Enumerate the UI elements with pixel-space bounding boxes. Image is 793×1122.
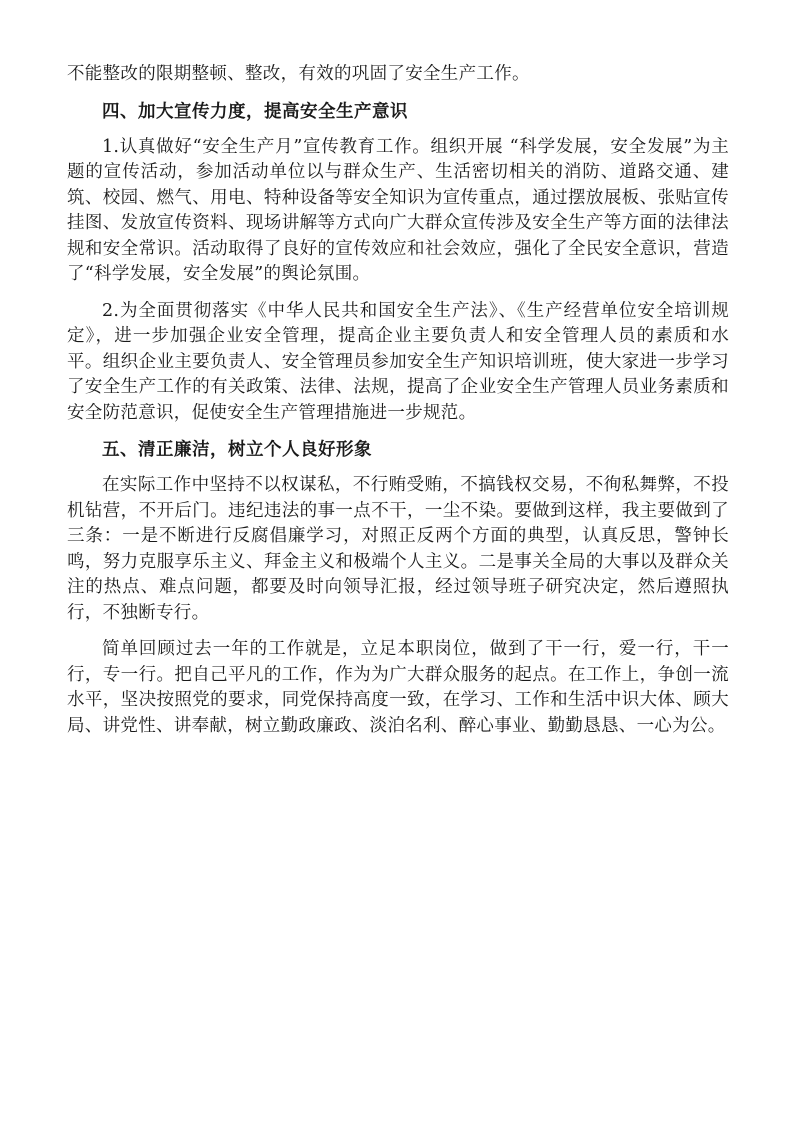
section-5-heading: 五、清正廉洁，树立个人良好形象 xyxy=(102,440,372,460)
section-5-body: 在实际工作中坚持不以权谋私，不行贿受贿，不搞钱权交易，不徇私舞弊，不投机钻营，不开后门。违纪违法的事一点不干，一尘不染。要做到这样，我主要做到了三条：一是不断进行反腐倡廉学习，对照正反两个方面的典型，认真反思，警钟长鸣，努力克服享乐主义、拜金主义和极端个人主义。二是事关全局的大事以及群众关注的热点、难点问题，都要及时向领导汇报，经过领导班子研究决定，然后遵照执行，不独断专行。 xyxy=(67,475,729,623)
paragraph-continuation: 不能整改的限期整顿、整改，有效的巩固了安全生产工作。 xyxy=(67,64,530,84)
section-4-heading: 四、加大宣传力度，提高安全生产意识 xyxy=(102,101,408,122)
section-4-item-2: 2.为全面贯彻落实《中华人民共和国安全生产法》、《生产经营单位安全培训规定》，进一步加强企业安全管理，提高企业主要负责人和安全管理人员的素质和水平。组织企业主要负责人、安全管理员参加安全生产知识培训班，使大家进一步学习了安全生产工作的有关政策、法律、法规，提高了企业安全生产管理人员业务素质和安全防范意识，促使安全生产管理措施进一步规范。 xyxy=(67,300,729,423)
conclusion-paragraph: 简单回顾过去一年的工作就是，立足本职岗位，做到了干一行，爱一行，干一行，专一行。把自己平凡的工作，作为为广大群众服务的起点。在工作上，争创一流水平，坚决按照党的要求，同党保持高度一致，在学习、工作和生活中识大体、顾大局、讲党性、讲奉献，树立勤政廉政、淡泊名利、醉心事业、勤勤恳恳、一心为公。 xyxy=(67,639,729,736)
section-4-item-1: 1.认真做好“安全生产月”宣传教育工作。组织开展 “科学发展，安全发展”为主题的宣传活动，参加活动单位以与群众生产、生活密切相关的消防、道路交通、建筑、校园、燃气、用电、特种设备等安全知识为宣传重点，通过摆放展板、张贴宣传挂图、发放宣传资料、现场讲解等方式向广大群众宣传涉及安全生产等方面的法律法规和安全常识。活动取得了良好的宣传效应和社会效应，强化了全民安全意识，营造了“科学发展，安全发展”的舆论氛围。 xyxy=(67,136,729,284)
